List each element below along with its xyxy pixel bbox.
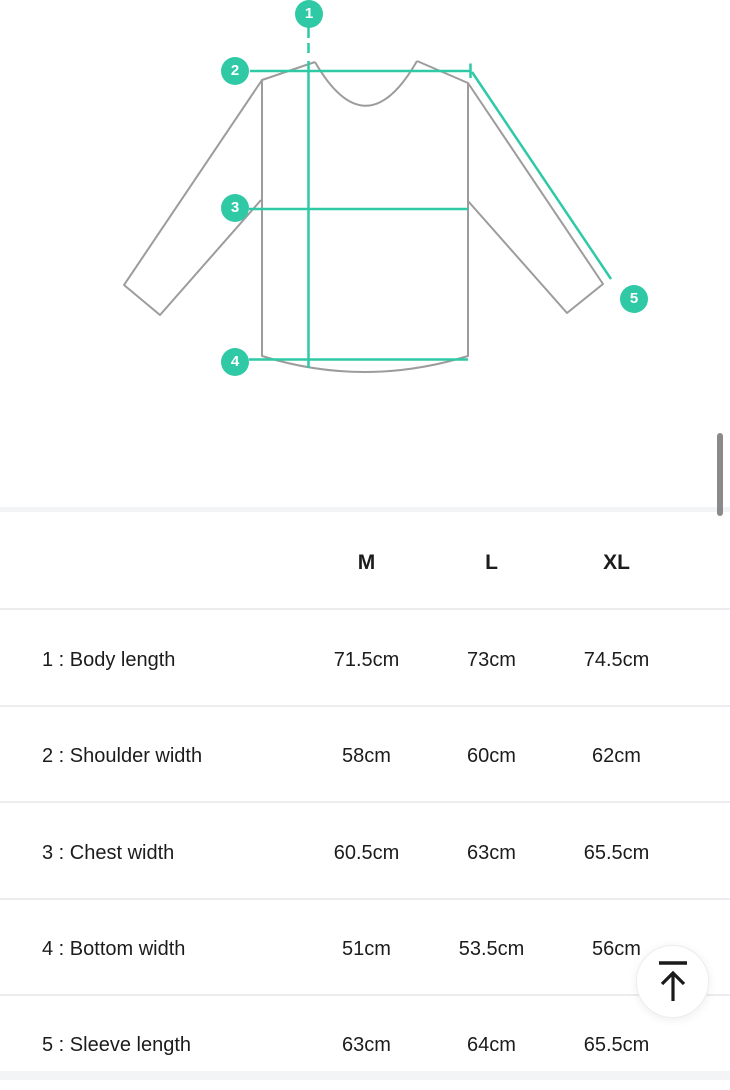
- size-value-cell: 74.5cm: [583, 648, 650, 671]
- sleeve-length-line: [472, 72, 611, 279]
- size-value-cell: 51cm: [342, 938, 391, 960]
- size-value-cell: 64cm: [467, 1034, 516, 1056]
- measurement-label: 5 : Sleeve length: [42, 1034, 191, 1056]
- size-table-row: [0, 801, 730, 898]
- section-divider-bottom: [0, 1071, 730, 1080]
- size-table-row: [0, 898, 730, 994]
- measure-marker-5: 5: [620, 285, 648, 313]
- size-value-cell: 65.5cm: [583, 1034, 650, 1056]
- arrow-up-to-top-icon: [656, 960, 690, 1004]
- size-value-cell: 62cm: [592, 745, 641, 767]
- neckline: [315, 61, 417, 106]
- garment-outline: [124, 61, 603, 372]
- size-value-cell: 56cm: [592, 938, 641, 960]
- size-value-cell: 73cm: [467, 648, 516, 671]
- size-value-cell: 60.5cm: [333, 841, 400, 864]
- size-value-cell: 53.5cm: [458, 938, 525, 960]
- measurement-label: 2 : Shoulder width: [42, 745, 203, 767]
- size-guide-diagram: [0, 0, 730, 507]
- garment-body: [262, 61, 468, 372]
- garment-drawing: [0, 0, 730, 400]
- measure-marker-2: 2: [221, 57, 249, 85]
- size-value-cell: 71.5cm: [333, 648, 400, 671]
- measure-marker-4: 4: [221, 348, 249, 376]
- measurement-label: 4 : Bottom width: [42, 938, 186, 960]
- size-value-cell: 63cm: [467, 841, 516, 864]
- size-table-row: [0, 608, 730, 705]
- size-column-header: XL: [603, 550, 630, 574]
- measure-marker-1: 1: [295, 0, 323, 28]
- measurement-label: 3 : Chest width: [42, 841, 175, 864]
- size-column-header: L: [485, 550, 498, 574]
- size-column-header: M: [357, 550, 376, 574]
- measurement-label: 1 : Body length: [42, 648, 176, 671]
- size-value-cell: 65.5cm: [583, 841, 650, 864]
- size-value-cell: 63cm: [342, 1034, 391, 1056]
- size-value-cell: 58cm: [342, 745, 391, 767]
- size-value-cell: 60cm: [467, 745, 516, 767]
- size-table-row: [0, 705, 730, 801]
- scroll-to-top-button[interactable]: [636, 945, 709, 1018]
- size-table-header-row: [0, 512, 730, 608]
- measurement-lines: [249, 27, 611, 368]
- right-sleeve: [468, 83, 603, 313]
- scrollbar-thumb[interactable]: [717, 433, 723, 516]
- measure-marker-3: 3: [221, 194, 249, 222]
